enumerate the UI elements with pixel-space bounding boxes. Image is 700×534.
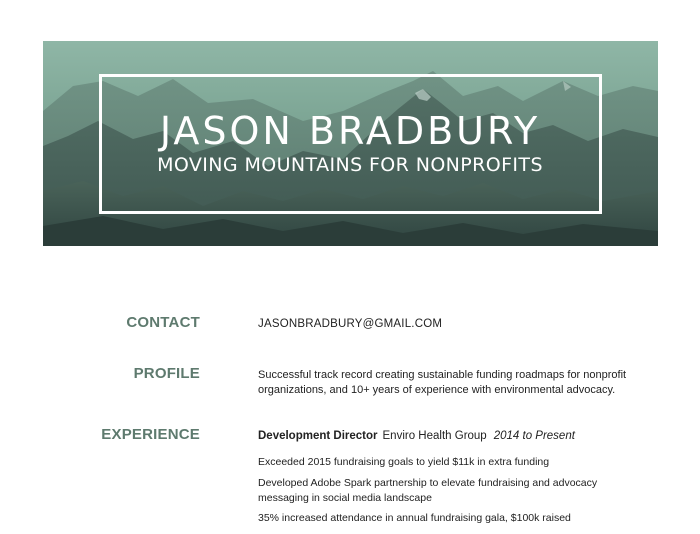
hero-name: JASON BRADBURY [159, 109, 541, 153]
contact-email[interactable]: JASONBRADBURY@GMAIL.COM [258, 318, 443, 330]
experience-bullet: Developed Adobe Spark partnership to elevate fundraising and advocacy messaging in social media landscape [258, 477, 598, 504]
experience-bullet: Exceeded 2015 fundraising goals to yield $11k in extra funding [258, 456, 550, 468]
experience-company: Enviro Health Group [382, 430, 487, 442]
experience-dates: 2014 to Present [493, 430, 575, 442]
profile-label: PROFILE [133, 365, 200, 382]
experience-heading [258, 429, 575, 444]
experience-label: EXPERIENCE [101, 426, 200, 443]
contact-label: CONTACT [126, 314, 200, 331]
experience-role: Development Director [258, 430, 378, 442]
experience-bullet: 35% increased attendance in annual fundraising gala, $100k raised [258, 512, 571, 524]
profile-text: Successful track record creating sustainable funding roadmaps for nonprofit organizations, and 10+ years of experience with environmental advocacy. [258, 369, 627, 396]
hero-tagline: MOVING MOUNTAINS FOR NONPROFITS [157, 154, 543, 176]
